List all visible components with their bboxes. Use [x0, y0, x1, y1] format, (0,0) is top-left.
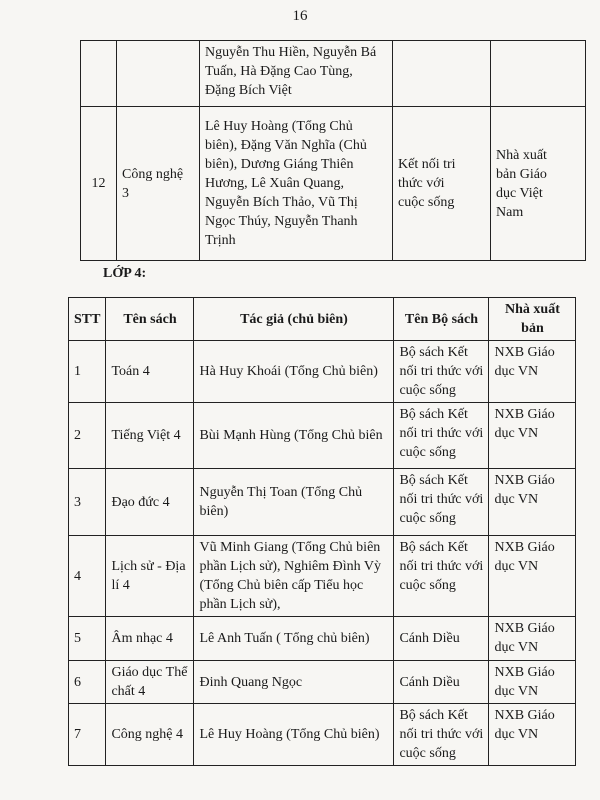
- book-series-cell: Bộ sách Kết nối tri thức với cuộc sống: [394, 403, 489, 469]
- author-cell: Nguyễn Thị Toan (Tổng Chủ biên): [194, 469, 394, 536]
- author-cell: Bùi Mạnh Hùng (Tổng Chủ biên: [194, 403, 394, 469]
- table-row: [69, 341, 576, 403]
- table-row: [69, 403, 576, 469]
- book-title-cell: Âm nhạc 4: [106, 617, 194, 661]
- book-series-cell: Bộ sách Kết nối tri thức với cuộc sống: [394, 704, 489, 766]
- table-header-row: [69, 298, 576, 341]
- header-author: Tác giả (chủ biên): [194, 298, 394, 341]
- book-series-cell: Bộ sách Kết nối tri thức với cuộc sống: [394, 341, 489, 403]
- stt-cell: 5: [69, 617, 106, 661]
- author-cell: Đinh Quang Ngọc: [194, 661, 394, 704]
- page-number: 16: [292, 8, 308, 24]
- stt-cell: [81, 41, 117, 107]
- book-title-cell: [117, 41, 200, 107]
- stt-cell: 12: [81, 107, 117, 261]
- stt-cell: 2: [69, 403, 106, 469]
- author-cell: Lê Huy Hoàng (Tổng Chủ biên): [194, 704, 394, 766]
- author-cell: Nguyễn Thu Hiền, Nguyễn Bá Tuấn, Hà Đặng Cao Tùng, Đặng Bích Việt: [200, 41, 393, 107]
- author-cell: Hà Huy Khoái (Tổng Chủ biên): [194, 341, 394, 403]
- publisher-cell: NXB Giáo dục VN: [489, 403, 576, 469]
- section-title: LỚP 4:: [103, 266, 147, 281]
- publisher-cell: NXB Giáo dục VN: [489, 661, 576, 704]
- book-title-cell: Công nghệ 3: [117, 107, 200, 261]
- author-cell: Vũ Minh Giang (Tổng Chủ biên phần Lịch sử), Nghiêm Đình Vỳ (Tổng Chủ biên cấp Tiểu học phần Lịch sử),: [194, 536, 394, 617]
- book-title-cell: Lịch sử - Địa lí 4: [106, 536, 194, 617]
- stt-cell: 3: [69, 469, 106, 536]
- stt-cell: 7: [69, 704, 106, 766]
- grade-4-books-table: [68, 297, 576, 766]
- book-title-cell: Toán 4: [106, 341, 194, 403]
- table-row: [69, 617, 576, 661]
- stt-cell: 1: [69, 341, 106, 403]
- table-row: [69, 469, 576, 536]
- table-row: [69, 704, 576, 766]
- header-book-series: Tên Bộ sách: [394, 298, 489, 341]
- publisher-cell: [491, 41, 586, 107]
- book-series-cell: [393, 41, 491, 107]
- book-title-cell: Đạo đức 4: [106, 469, 194, 536]
- book-series-cell: Kết nối tri thức với cuộc sống: [393, 107, 491, 261]
- table-row: [69, 661, 576, 704]
- stt-cell: 6: [69, 661, 106, 704]
- book-series-cell: Cánh Diều: [394, 661, 489, 704]
- publisher-cell: NXB Giáo dục VN: [489, 469, 576, 536]
- author-cell: Lê Huy Hoàng (Tổng Chủ biên), Đặng Văn Nghĩa (Chủ biên), Dương Giáng Thiên Hương, Lê Xuân Quang, Nguyễn Bích Thảo, Vũ Thị Ngọc Thúy, Nguyễn Thanh Trịnh: [200, 107, 393, 261]
- book-series-cell: Cánh Diều: [394, 617, 489, 661]
- header-publisher: Nhà xuất bản: [489, 298, 576, 341]
- table-row: [81, 41, 586, 107]
- book-series-cell: Bộ sách Kết nối tri thức với cuộc sống: [394, 536, 489, 617]
- previous-table-continuation: [80, 40, 586, 261]
- publisher-cell: Nhà xuất bản Giáo dục Việt Nam: [491, 107, 586, 261]
- publisher-cell: NXB Giáo dục VN: [489, 617, 576, 661]
- header-stt: STT: [69, 298, 106, 341]
- stt-cell: 4: [69, 536, 106, 617]
- author-cell: Lê Anh Tuấn ( Tổng chủ biên): [194, 617, 394, 661]
- book-title-cell: Tiếng Việt 4: [106, 403, 194, 469]
- book-title-cell: Công nghệ 4: [106, 704, 194, 766]
- table-row: [69, 536, 576, 617]
- publisher-cell: NXB Giáo dục VN: [489, 341, 576, 403]
- publisher-cell: NXB Giáo dục VN: [489, 536, 576, 617]
- table-row: [81, 107, 586, 261]
- book-title-cell: Giáo dục Thể chất 4: [106, 661, 194, 704]
- header-book-title: Tên sách: [106, 298, 194, 341]
- book-series-cell: Bộ sách Kết nối tri thức với cuộc sống: [394, 469, 489, 536]
- publisher-cell: NXB Giáo dục VN: [489, 704, 576, 766]
